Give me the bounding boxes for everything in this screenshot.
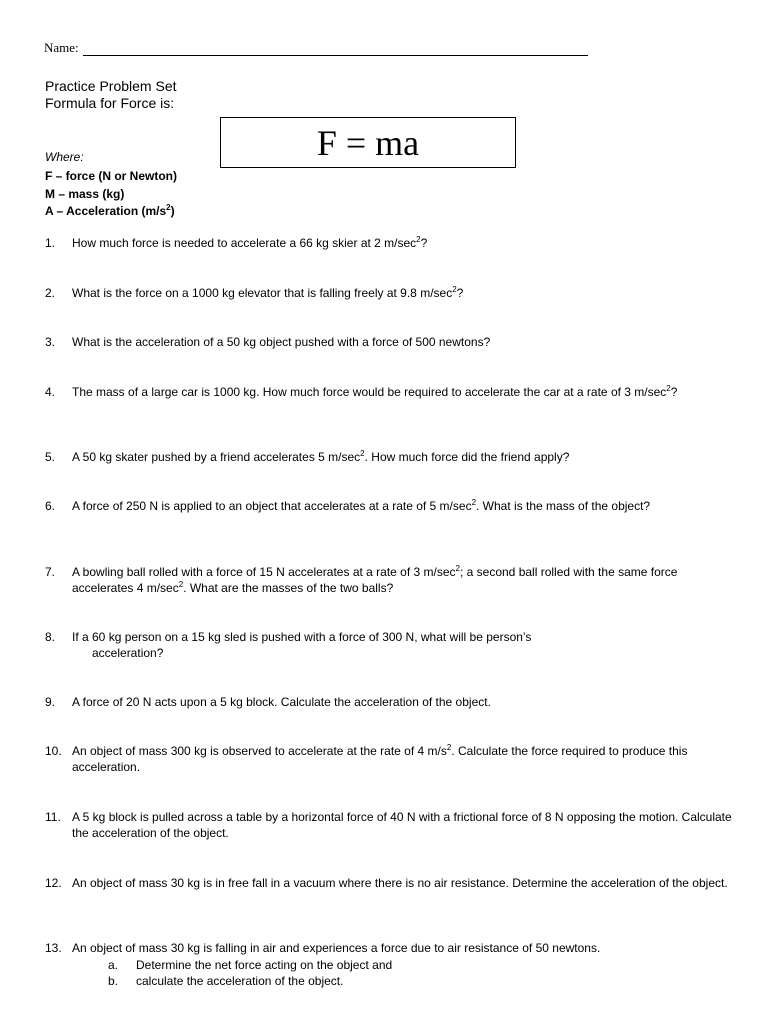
problem-item: 10. An object of mass 300 kg is observed to accelerate at the rate of 4 $m/s^2$. Calculate the force required to produce this acceleration. [45, 743, 688, 774]
problem-item: 3. What is the acceleration of a 50 kg object pushed with a force of 500 newtons? [45, 335, 491, 349]
problem-item: 11. A 5 kg block is pulled across a table by a horizontal force of 40 N with a frictional force of 8 N opposing the motion. Calculate the acceleration of the object. [45, 810, 732, 840]
name-label: Name: [44, 40, 79, 55]
problem-item: 4. The mass of a large car is 1000 kg. How much force would be required to accelerate the car at a rate of 3 $m/\sec^2$? [45, 384, 678, 399]
problem-item: 2. What is the force on a 1000 kg elevator that is falling freely at 9.8 $m/\sec^2$? [45, 285, 464, 300]
formula-box [220, 117, 516, 168]
definition-mass: M – mass (kg) [45, 186, 125, 201]
problem-item: 13. An object of mass 30 kg is falling in air and experiences a force due to air resistance of 50 newtons. [45, 941, 601, 955]
problem-item: 5. A 50 kg skater pushed by a friend accelerates 5 $m/\sec^2$. How much force did the friend apply? [45, 449, 570, 464]
subpart-item: a. Determine the net force acting on the object and [108, 958, 393, 972]
problem-item: 9. A force of 20 N acts upon a 5 kg block. Calculate the acceleration of the object. [45, 695, 491, 709]
formula-intro: Formula for Force is: [45, 95, 175, 111]
name-blank-line[interactable] [83, 41, 588, 56]
definition-acceleration: A – Acceleration $(m/s^2)$ [45, 203, 175, 218]
variable-definitions [45, 168, 177, 221]
problem-item: 6. A force of 250 N is applied to an object that accelerates at a rate of 5 $m/\sec^2$. What is the mass of the object? [45, 498, 651, 513]
problem-item: 12. An object of mass 30 kg is in free fall in a vacuum where there is no air resistance. Determine the acceleration of the object. [45, 876, 728, 890]
definition-force: F – force (N or Newton) [45, 169, 178, 183]
problem-item: 7. A bowling ball rolled with a force of 15 N accelerates at a rate of 3 $m/\sec^2$; a second ball rolled with the same force accelerates 4 $m/\sec^2$. What are the masses of the two balls? [45, 564, 678, 595]
problem-item: 8. If a 60 kg person on a 15 kg sled is pushed with a force of 300 N, what will be person’s acceleration? [45, 630, 532, 660]
formula-text: F = ma [316, 122, 420, 163]
worksheet-title: Practice Problem Set [45, 78, 177, 94]
where-label: Where: [45, 150, 84, 164]
subpart-item: b. calculate the acceleration of the object. [108, 974, 344, 988]
name-field[interactable] [44, 40, 588, 56]
problem-item: 1. How much force is needed to accelerate a 66 kg skier at 2 $m/\sec^2$? [45, 235, 428, 250]
